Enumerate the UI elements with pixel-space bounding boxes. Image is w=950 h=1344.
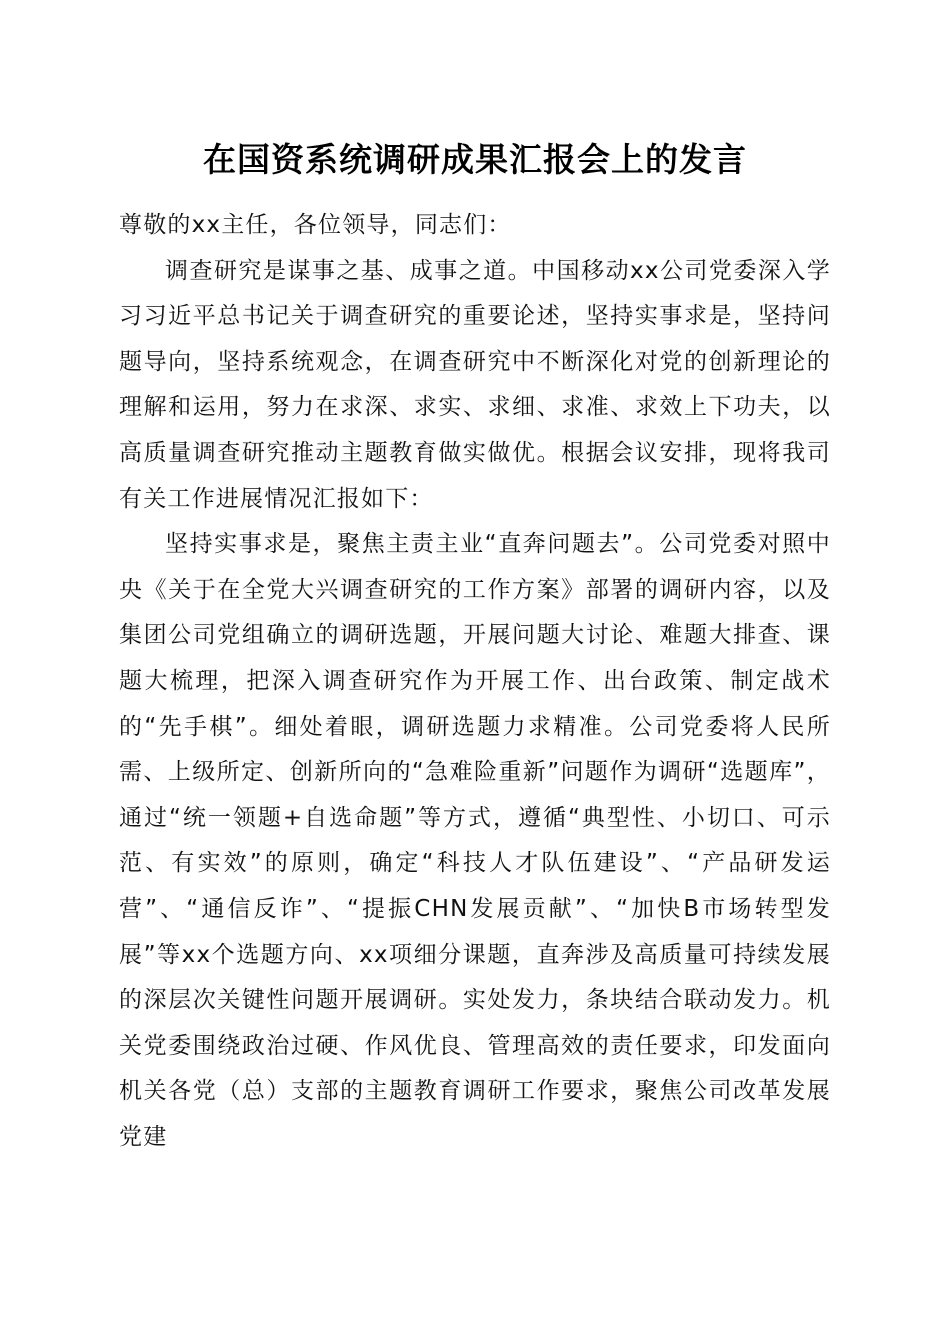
document-title: 在国资系统调研成果汇报会上的发言 [203, 140, 747, 179]
paragraph-section-1: 坚持实事求是，聚焦主责主业“直奔问题去”。公司党委对照中央《关于在全党大兴调查研究的工作方案》部署的调研内容，以及集团公司党组确立的调研选题，开展问题大讨论、难题大排查、课题大梳理，把深入调查研究作为开展工作、出台政策、制定战术的“先手棋”。细处着眼，调研选题力求精准。公司党委将人民所需、上级所定、创新所向的“急难险重新”问题作为调研“选题库”，通过“统一领题+自选命题”等方式，遵循“典型性、小切口、可示范、有实效”的原则，确定“科技人才队伍建设”、“产品研发运营”、“通信反诈”、“提振CHN发展贡献”、“加快B市场转型发展”等xx个选题方向、xx项细分课题，直奔涉及高质量可持续发展的深层次关键性问题开展调研。实处发力，条块结合联动发力。机关党委围绕政治过硬、作风优良、管理高效的责任要求，印发面向机关各党（总）支部的主题教育调研工作要求，聚焦公司改革发展党建 [119, 531, 831, 1150]
document-body [119, 203, 831, 1160]
paragraph-intro: 调查研究是谋事之基、成事之道。中国移动xx公司党委深入学习习近平总书记关于调查研究的重要论述，坚持实事求是，坚持问题导向，坚持系统观念，在调查研究中不断深化对党的创新理论的理解和运用，努力在求深、求实、求细、求准、求效上下功夫，以高质量调查研究推动主题教育做实做优。根据会议安排，现将我司有关工作进展情况汇报如下： [119, 257, 831, 512]
salutation: 尊敬的xx主任，各位领导，同志们： [119, 212, 512, 238]
